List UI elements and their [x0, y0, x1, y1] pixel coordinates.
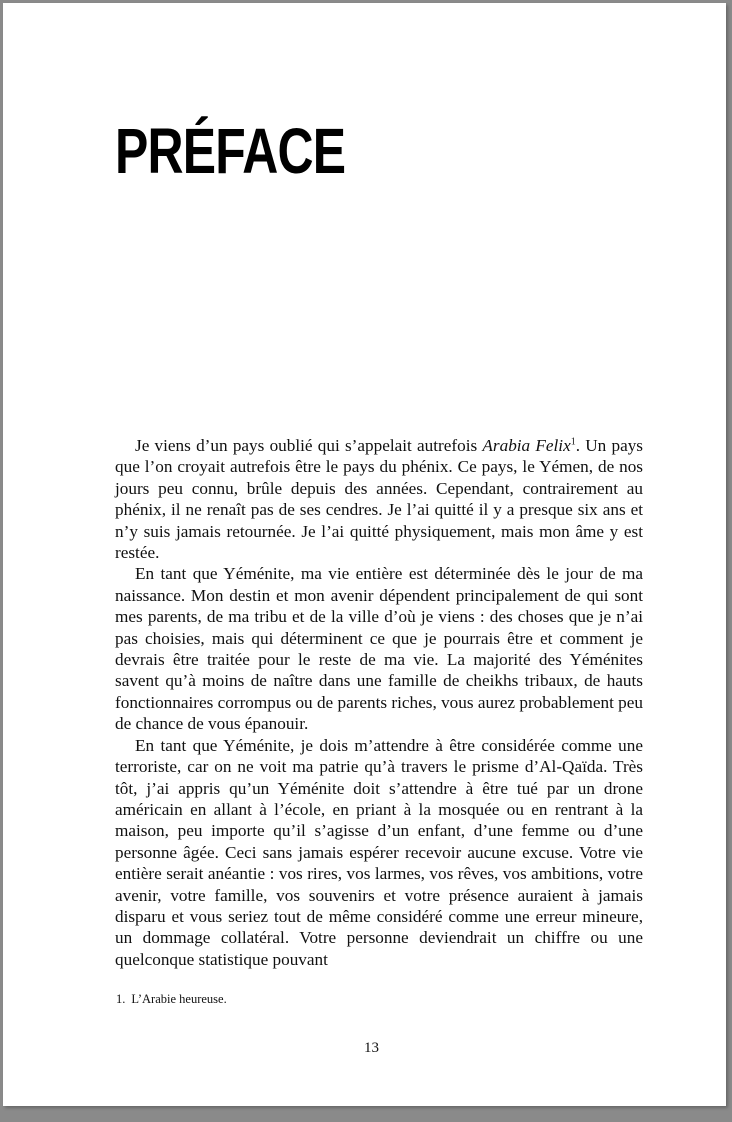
chapter-title: PRÉFACE	[115, 115, 346, 187]
paragraph-1-lead: Je viens d’un pays oublié qui s’appelait autrefois	[135, 436, 483, 455]
footnote-text: L’Arabie heureuse.	[131, 992, 227, 1006]
footnote	[116, 992, 227, 1007]
paragraph-2: En tant que Yéménite, ma vie entière est déterminée dès le jour de ma naissance. Mon destin et mon avenir dépendent principalement de qui sont mes parents, de ma tribu et de la ville d’où je viens : des choses que je n’ai pas choisies, mais qui déterminent ce que je pourrais être et comment je devrais être traitée pour le reste de ma vie. La majorité des Yéménites savent qu’à moins de naître dans une famille de cheikhs tribaux, de hauts fonctionnaires corrompus ou de parents riches, vous aurez probablement peu de chance de vous épanouir.	[115, 564, 643, 734]
page-number: 13	[364, 1040, 379, 1056]
italic-term: Arabia Felix	[482, 436, 571, 455]
footnote-number: 1.	[116, 992, 126, 1006]
paragraph-3: En tant que Yéménite, je dois m’attendre à être considérée comme une terroriste, car on ne voit ma patrie qu’à travers le prisme d’Al-Qaïda. Très tôt, j’ai appris qu’un Yéménite doit s’attendre à être tué par un drone américain en allant à l’école, en priant à la mosquée ou en rentrant à la maison, peu importe qu’il s’agisse d’un enfant, d’une femme ou d’une personne âgée. Ceci sans jamais espérer recevoir aucune excuse. Votre vie entière serait anéantie : vos rires, vos larmes, vos rêves, vos ambitions, votre avenir, votre famille, vos souvenirs et votre présence auraient à jamais disparu et vous seriez tout de même considéré comme une erreur mineure, un dommage collatéral. Votre personne deviendrait un chiffre ou une quelconque statistique pouvant	[115, 735, 643, 969]
footnote-reference[interactable]: 1	[570, 436, 576, 448]
document-page	[3, 3, 726, 1106]
paragraph-1	[115, 435, 643, 563]
paragraph-1-rest: . Un pays que l’on croyait autrefois être le pays du phénix. Ce pays, le Yémen, de nos jours peu connu, brûle depuis des années. Cependant, contrairement au phénix, il ne renaît pas de ses cendres. Je l’ai quitté il y a presque six ans et n’y suis jamais retournée. Je l’ai quitté physiquement, mais mon âme y est restée.	[115, 436, 643, 563]
body-text	[115, 435, 643, 970]
